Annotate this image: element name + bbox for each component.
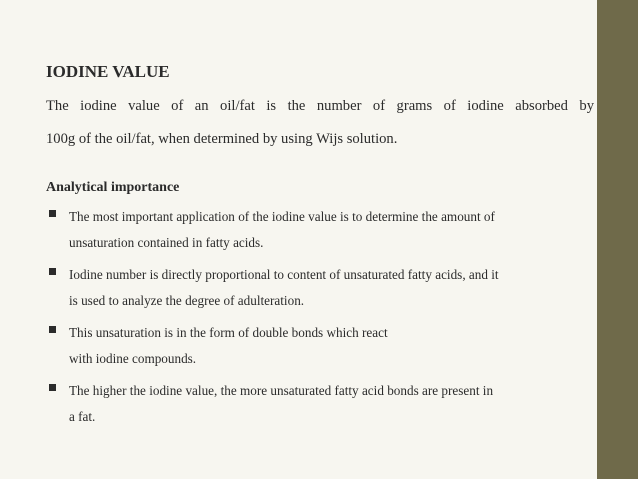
accent-sidebar — [597, 0, 638, 479]
intro-line: 100g of the oil/fat, when determined by using Wijs solution. — [46, 131, 398, 147]
section-subheading: Analytical importance — [46, 180, 180, 195]
square-bullet-icon — [49, 384, 56, 391]
bullet-text-line: This unsaturation is in the form of double bonds which react — [69, 325, 388, 340]
bullet-item — [46, 320, 596, 372]
bullet-text-line: a fat. — [69, 409, 96, 424]
square-bullet-icon — [49, 210, 56, 217]
bullet-text-line: The higher the iodine value, the more unsaturated fatty acid bonds are present in — [69, 383, 494, 398]
bullet-item — [46, 262, 596, 314]
square-bullet-icon — [49, 268, 56, 275]
bullet-text-line: is used to analyze the degree of adulteration. — [69, 293, 305, 308]
bullet-text-line: The most important application of the iodine value is to determine the amount of — [69, 209, 495, 224]
bullet-text-line: unsaturation contained in fatty acids. — [69, 235, 264, 250]
bullet-list — [46, 204, 596, 436]
slide-title: IODINE VALUE — [46, 62, 170, 81]
bullet-text-line: with iodine compounds. — [69, 351, 197, 366]
intro-paragraph — [46, 90, 594, 156]
bullet-item — [46, 378, 596, 430]
intro-line: The iodine value of an oil/fat is the number of grams of iodine absorbed by — [46, 98, 594, 114]
bullet-item — [46, 204, 596, 256]
square-bullet-icon — [49, 326, 56, 333]
bullet-text-line: Iodine number is directly proportional to content of unsaturated fatty acids, and it — [69, 267, 499, 282]
